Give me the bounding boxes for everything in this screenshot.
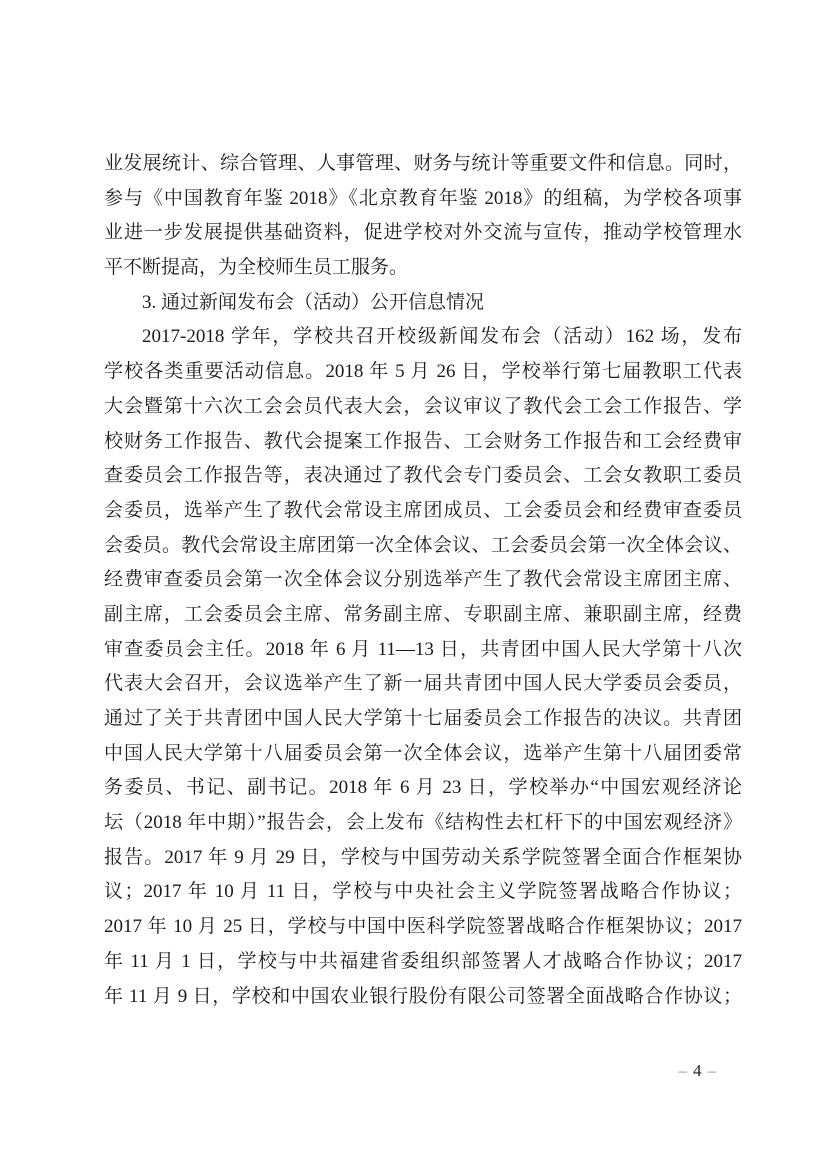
- text-line: 审查委员会主任。2018 年 6 月 11—13 日，共青团中国人民大学第十八次: [104, 638, 742, 660]
- text-line: 通过了关于共青团中国人民大学第十七届委员会工作报告的决议。共青团: [104, 708, 742, 729]
- page-number-right-dash: –: [707, 1061, 716, 1080]
- text-line: 业进一步发展提供基础资料，促进学校对外交流与宣传，推动学校管理水: [104, 222, 742, 244]
- section-heading: 3. 通过新闻发布会（活动）公开信息情况: [142, 291, 485, 313]
- text-line: 学校各类重要活动信息。2018 年 5 月 26 日，学校举行第七届教职工代表: [104, 361, 742, 383]
- text-line: 业发展统计、综合管理、人事管理、财务与统计等重要文件和信息。同时，: [104, 153, 742, 174]
- text-line: 大会暨第十六次工会会员代表大会，会议审议了教代会工会工作报告、学: [104, 395, 742, 417]
- text-line: 参与《中国教育年鉴 2018》《北京教育年鉴 2018》的组稿，为学校各项事: [104, 187, 742, 209]
- text-line: 平不断提高，为全校师生员工服务。: [104, 257, 409, 279]
- text-line: 报告。2017 年 9 月 29 日，学校与中国劳动关系学院签署全面合作框架协: [104, 846, 742, 868]
- text-line: 2017-2018 学年，学校共召开校级新闻发布会（活动）162 场，发布: [142, 326, 742, 348]
- text-line: 坛（2018 年中期）”报告会，会上发布《结构性去杠杆下的中国宏观经济》: [104, 812, 742, 834]
- text-line: 2017 年 10 月 25 日，学校与中国中医科学院签署战略合作框架协议；2017: [104, 916, 742, 938]
- text-line: 务委员、书记、副书记。2018 年 6 月 23 日，学校举办“中国宏观经济论: [104, 777, 742, 799]
- text-line: 中国人民大学第十八届委员会第一次全体会议，选举产生第十八届团委常: [104, 742, 742, 764]
- text-line: 经费审查委员会第一次全体会议分别选举产生了教代会常设主席团主席、: [104, 569, 742, 591]
- page-number: 4: [693, 1061, 702, 1080]
- page-footer: [673, 1058, 723, 1084]
- text-line: 议；2017 年 10 月 11 日，学校与中央社会主义学院签署战略合作协议；: [104, 881, 742, 903]
- document-body: [104, 147, 742, 1014]
- text-line: 校财务工作报告、教代会提案工作报告、工会财务工作报告和工会经费审: [104, 430, 742, 452]
- text-line: 代表大会召开，会议选举产生了新一届共青团中国人民大学委员会委员，: [104, 673, 742, 695]
- text-line: 年 11 月 1 日，学校与中共福建省委组织部签署人才战略合作协议；2017: [104, 950, 742, 972]
- text-line: 年 11 月 9 日，学校和中国农业银行股份有限公司签署全面战略合作协议；: [104, 985, 742, 1007]
- text-line: 会委员，选举产生了教代会常设主席团成员、工会委员会和经费审查委员: [104, 499, 742, 521]
- page-number-left-dash: –: [678, 1061, 687, 1080]
- text-line: 查委员会工作报告等，表决通过了教代会专门委员会、工会女教职工委员: [104, 465, 742, 487]
- text-line: 副主席，工会委员会主席、常务副主席、专职副主席、兼职副主席，经费: [104, 603, 742, 625]
- text-line: 会委员。教代会常设主席团第一次全体会议、工会委员会第一次全体会议、: [104, 534, 742, 556]
